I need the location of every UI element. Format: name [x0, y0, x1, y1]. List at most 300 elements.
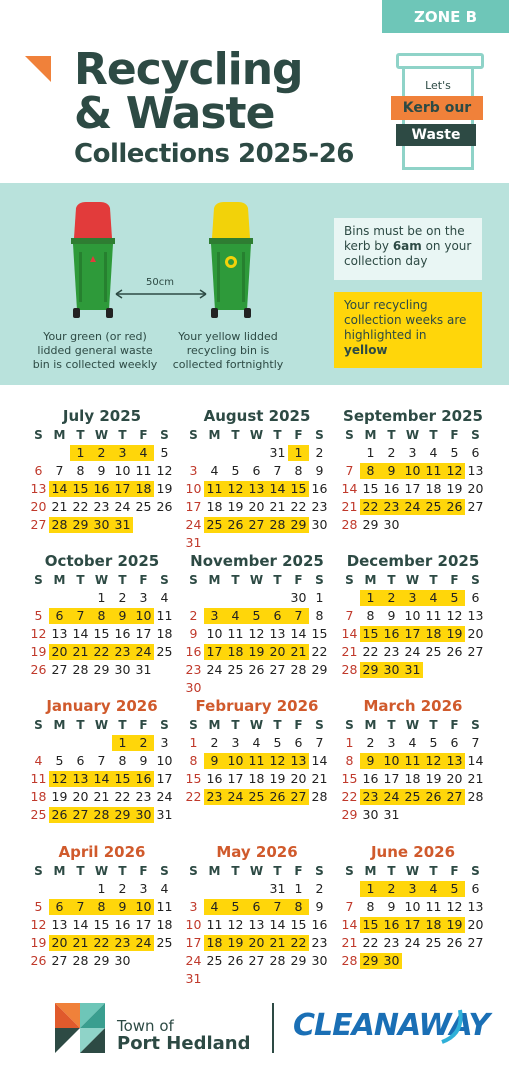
day-cell: 7 — [55, 463, 64, 478]
day-cell: 21 — [70, 935, 91, 951]
bin-outline-lid-icon — [396, 53, 484, 69]
day-cell: 24 — [381, 789, 402, 805]
day-cell: 2 — [210, 735, 219, 750]
day-cell-empty — [28, 445, 49, 461]
weekday-header: M — [364, 428, 377, 442]
day-cell: 24 — [402, 499, 423, 515]
day-cell: 1 — [366, 445, 375, 460]
day-cell: 12 — [30, 917, 47, 932]
day-cell: 31 — [402, 662, 423, 678]
day-cell: 8 — [366, 608, 375, 623]
day-cell: 28 — [91, 807, 112, 823]
month-title: November 2025 — [190, 552, 324, 570]
day-cell: 17 — [135, 626, 152, 641]
day-cell-empty — [49, 590, 70, 606]
weekday-header: S — [160, 864, 169, 878]
weekday-header: S — [189, 864, 198, 878]
day-cell: 1 — [360, 590, 381, 606]
day-cell: 16 — [311, 481, 328, 496]
day-cell: 7 — [70, 608, 91, 624]
day-cell: 17 — [402, 917, 423, 933]
month-days-grid — [183, 862, 332, 988]
day-cell: 23 — [360, 789, 381, 805]
day-cell: 20 — [467, 481, 484, 496]
day-cell: 28 — [341, 517, 358, 532]
day-cell: 18 — [225, 644, 246, 660]
orange-triangle-icon — [25, 56, 51, 82]
day-cell: 25 — [156, 644, 173, 659]
weekday-header: T — [231, 864, 240, 878]
day-cell-empty — [70, 735, 91, 751]
day-cell: 25 — [423, 499, 444, 515]
weekday-header: S — [34, 573, 43, 587]
day-cell: 1 — [97, 881, 106, 896]
day-cell: 24 — [114, 499, 131, 514]
day-cell: 10 — [114, 463, 131, 478]
logo-waste-text: Waste — [396, 124, 476, 146]
month-days-grid — [183, 426, 332, 552]
day-cell: 4 — [225, 608, 246, 624]
day-cell: 27 — [288, 789, 309, 805]
weekday-header: M — [208, 864, 221, 878]
day-cell: 2 — [315, 445, 324, 460]
day-cell: 2 — [118, 881, 127, 896]
day-cell: 16 — [114, 917, 131, 932]
day-cell: 14 — [311, 753, 328, 768]
weekday-header: S — [315, 864, 324, 878]
day-cell: 28 — [72, 662, 89, 677]
day-cell: 9 — [97, 463, 106, 478]
day-cell: 22 — [114, 789, 131, 804]
day-cell: 26 — [30, 953, 47, 968]
weekday-header: M — [53, 864, 66, 878]
day-cell: 5 — [429, 735, 438, 750]
day-cell: 10 — [185, 917, 202, 932]
day-cell: 21 — [311, 771, 328, 786]
day-cell: 12 — [225, 481, 246, 497]
day-cell: 4 — [160, 881, 169, 896]
weekday-header: S — [315, 573, 324, 587]
weekday-header: S — [34, 718, 43, 732]
day-cell: 14 — [267, 481, 288, 497]
day-cell: 11 — [135, 463, 152, 478]
day-cell: 14 — [91, 771, 112, 787]
day-cell: 19 — [225, 935, 246, 951]
day-cell: 8 — [360, 463, 381, 479]
recycling-bin-icon — [206, 200, 256, 320]
logo-kerb-text: Kerb our — [391, 96, 483, 120]
day-cell: 28 — [72, 953, 89, 968]
weekday-header: W — [405, 428, 420, 442]
day-cell: 28 — [341, 953, 358, 968]
day-cell: 6 — [471, 445, 480, 460]
weekday-header: F — [139, 573, 148, 587]
day-cell: 9 — [387, 899, 396, 914]
day-cell: 3 — [387, 735, 396, 750]
day-cell: 30 — [381, 953, 402, 969]
day-cell: 11 — [425, 608, 442, 623]
title-line-3: Collections 2025-26 — [74, 139, 354, 169]
day-cell: 21 — [51, 499, 68, 514]
day-cell: 19 — [30, 935, 47, 950]
day-cell: 15 — [93, 917, 110, 932]
day-cell: 10 — [156, 753, 173, 768]
day-cell: 9 — [315, 463, 324, 478]
weekday-header: S — [471, 573, 480, 587]
day-cell: 9 — [387, 608, 396, 623]
day-cell: 11 — [227, 626, 244, 641]
day-cell: 20 — [267, 644, 288, 660]
day-cell: 23 — [93, 499, 110, 514]
day-cell: 31 — [383, 807, 400, 822]
day-cell: 14 — [341, 626, 358, 641]
day-cell: 24 — [185, 517, 202, 532]
day-cell: 3 — [139, 590, 148, 605]
day-cell: 1 — [360, 881, 381, 897]
day-cell: 3 — [231, 735, 240, 750]
day-cell: 8 — [91, 608, 112, 624]
day-cell: 21 — [341, 499, 358, 514]
weekday-header: W — [405, 718, 420, 732]
day-cell: 21 — [467, 771, 484, 786]
day-cell: 13 — [467, 899, 484, 914]
weekday-header: M — [53, 718, 66, 732]
month-calendar — [182, 406, 332, 552]
day-cell: 12 — [227, 917, 244, 932]
day-cell: 23 — [185, 662, 202, 677]
month-calendar — [27, 842, 177, 970]
day-cell: 2 — [381, 881, 402, 897]
day-cell: 5 — [450, 445, 459, 460]
day-cell: 26 — [227, 953, 244, 968]
weekday-header: W — [249, 573, 264, 587]
day-cell: 9 — [315, 899, 324, 914]
weekday-header: S — [160, 718, 169, 732]
day-cell: 6 — [252, 463, 261, 478]
day-cell: 20 — [246, 935, 267, 951]
day-cell: 26 — [248, 662, 265, 677]
day-cell: 26 — [156, 499, 173, 514]
day-cell: 11 — [206, 917, 223, 932]
weekday-header: M — [364, 864, 377, 878]
day-cell: 19 — [51, 789, 68, 804]
month-days-grid — [28, 716, 177, 824]
day-cell: 9 — [112, 608, 133, 624]
day-cell: 17 — [185, 499, 202, 514]
day-cell-empty — [225, 881, 246, 897]
day-cell: 11 — [402, 753, 423, 769]
day-cell: 19 — [246, 644, 267, 660]
day-cell: 26 — [49, 807, 70, 823]
day-cell: 2 — [387, 445, 396, 460]
day-cell: 31 — [112, 517, 133, 533]
day-cell: 17 — [112, 481, 133, 497]
day-cell: 18 — [30, 789, 47, 804]
month-title: December 2025 — [346, 552, 480, 570]
weekday-header: F — [450, 573, 459, 587]
day-cell: 10 — [402, 463, 423, 479]
weekday-header: T — [76, 864, 85, 878]
day-cell-empty — [49, 881, 70, 897]
day-cell: 7 — [345, 463, 354, 478]
day-cell: 10 — [206, 626, 223, 641]
day-cell: 23 — [381, 499, 402, 515]
day-cell: 29 — [290, 953, 307, 968]
month-calendar — [27, 551, 177, 679]
weekday-header: T — [429, 573, 438, 587]
day-cell: 9 — [360, 753, 381, 769]
weekday-header: S — [345, 864, 354, 878]
day-cell: 18 — [133, 481, 154, 497]
day-cell-empty — [246, 590, 267, 606]
day-cell: 7 — [267, 899, 288, 915]
day-cell: 27 — [70, 807, 91, 823]
weekday-header: S — [160, 428, 169, 442]
day-cell: 18 — [156, 626, 173, 641]
day-cell: 27 — [248, 953, 265, 968]
day-cell: 13 — [70, 771, 91, 787]
weekday-header: S — [471, 428, 480, 442]
day-cell: 21 — [341, 935, 358, 950]
day-cell: 13 — [51, 626, 68, 641]
kerb-our-waste-logo — [390, 45, 486, 170]
day-cell-empty — [225, 445, 246, 461]
weekday-header: T — [273, 864, 282, 878]
day-cell: 13 — [467, 463, 484, 478]
day-cell: 11 — [156, 608, 173, 623]
weekday-header: T — [387, 718, 396, 732]
day-cell: 10 — [404, 899, 421, 914]
day-cell: 24 — [404, 935, 421, 950]
day-cell: 17 — [204, 644, 225, 660]
weekday-header: W — [94, 864, 109, 878]
day-cell: 27 — [467, 644, 484, 659]
month-days-grid — [28, 426, 177, 534]
day-cell: 25 — [135, 499, 152, 514]
day-cell-empty — [70, 881, 91, 897]
day-cell: 10 — [404, 608, 421, 623]
day-cell: 7 — [345, 899, 354, 914]
day-cell: 2 — [118, 590, 127, 605]
day-cell-empty — [183, 445, 204, 461]
weekday-header: T — [273, 428, 282, 442]
day-cell: 18 — [404, 771, 421, 786]
day-cell: 12 — [30, 626, 47, 641]
day-cell: 11 — [423, 463, 444, 479]
day-cell-empty — [204, 445, 225, 461]
day-cell: 19 — [269, 771, 286, 786]
weekday-header: M — [208, 428, 221, 442]
day-cell: 9 — [381, 463, 402, 479]
day-cell: 30 — [381, 662, 402, 678]
day-cell: 18 — [156, 917, 173, 932]
month-days-grid — [339, 426, 488, 534]
day-cell: 15 — [360, 626, 381, 642]
weekday-header: T — [231, 573, 240, 587]
day-cell: 22 — [91, 935, 112, 951]
day-cell-empty — [70, 590, 91, 606]
day-cell: 25 — [425, 935, 442, 950]
day-cell: 5 — [273, 735, 282, 750]
day-cell: 3 — [408, 445, 417, 460]
weekday-header: T — [429, 718, 438, 732]
day-cell: 20 — [467, 917, 484, 932]
day-cell: 20 — [49, 935, 70, 951]
day-cell: 18 — [206, 499, 223, 514]
weekday-header: T — [231, 428, 240, 442]
kerb-time-notice: Bins must be on the kerb by 6am on your collection day — [334, 218, 482, 280]
day-cell: 24 — [225, 789, 246, 805]
day-cell: 3 — [204, 608, 225, 624]
weekday-header: T — [118, 573, 127, 587]
day-cell-empty — [339, 445, 360, 461]
day-cell: 18 — [204, 935, 225, 951]
day-cell: 21 — [269, 499, 286, 514]
day-cell: 5 — [444, 590, 465, 606]
day-cell: 21 — [288, 644, 309, 660]
day-cell: 2 — [366, 735, 375, 750]
day-cell: 30 — [114, 662, 131, 677]
day-cell: 5 — [246, 608, 267, 624]
day-cell: 7 — [273, 463, 282, 478]
day-cell: 29 — [112, 807, 133, 823]
day-cell: 11 — [425, 899, 442, 914]
day-cell: 12 — [49, 771, 70, 787]
weekday-header: M — [364, 573, 377, 587]
day-cell: 15 — [185, 771, 202, 786]
day-cell: 29 — [360, 953, 381, 969]
month-calendar — [182, 842, 332, 988]
day-cell: 6 — [246, 899, 267, 915]
day-cell: 8 — [288, 899, 309, 915]
day-cell: 28 — [341, 662, 358, 677]
day-cell: 29 — [288, 517, 309, 533]
day-cell: 22 — [72, 499, 89, 514]
weekday-header: F — [294, 718, 303, 732]
day-cell: 27 — [51, 662, 68, 677]
day-cell: 8 — [91, 899, 112, 915]
month-title: July 2025 — [62, 407, 142, 425]
cleanaway-logo-text: CLEANAWAY — [293, 1008, 490, 1043]
weekday-header: S — [34, 428, 43, 442]
month-days-grid — [183, 716, 332, 806]
day-cell: 2 — [133, 735, 154, 751]
weekday-header: M — [364, 718, 377, 732]
day-cell: 27 — [269, 662, 286, 677]
day-cell: 20 — [290, 771, 307, 786]
day-cell: 11 — [156, 899, 173, 914]
day-cell: 3 — [402, 590, 423, 606]
day-cell: 29 — [93, 953, 110, 968]
day-cell: 14 — [49, 481, 70, 497]
day-cell-empty: 30 — [290, 590, 307, 605]
day-cell: 3 — [402, 881, 423, 897]
weekday-header: T — [273, 718, 282, 732]
weekday-header: T — [387, 864, 396, 878]
day-cell: 1 — [315, 590, 324, 605]
month-title: May 2026 — [216, 843, 298, 861]
day-cell: 7 — [288, 608, 309, 624]
day-cell: 29 — [360, 662, 381, 678]
day-cell: 1 — [294, 881, 303, 896]
day-cell: 13 — [444, 753, 465, 769]
month-calendar — [182, 696, 332, 806]
day-cell: 2 — [91, 445, 112, 461]
day-cell: 2 — [381, 590, 402, 606]
day-cell: 16 — [206, 771, 223, 786]
day-cell: 22 — [360, 499, 381, 515]
day-cell: 17 — [227, 771, 244, 786]
weekday-header: T — [118, 864, 127, 878]
day-cell: 19 — [444, 917, 465, 933]
weekday-header: T — [118, 428, 127, 442]
day-cell: 22 — [362, 935, 379, 950]
weekday-header: T — [76, 573, 85, 587]
weekday-header: T — [429, 428, 438, 442]
day-cell: 5 — [444, 881, 465, 897]
day-cell: 20 — [49, 644, 70, 660]
weekday-header: W — [405, 864, 420, 878]
day-cell: 16 — [114, 626, 131, 641]
day-cell: 4 — [408, 735, 417, 750]
day-cell: 4 — [34, 753, 43, 768]
day-cell: 12 — [156, 463, 173, 478]
weekday-header: W — [405, 573, 420, 587]
day-cell: 20 — [446, 771, 463, 786]
day-cell: 31 — [135, 662, 152, 677]
day-cell-empty — [91, 735, 112, 751]
day-cell: 14 — [72, 626, 89, 641]
day-cell: 15 — [362, 481, 379, 496]
day-cell-empty — [28, 881, 49, 897]
day-cell: 4 — [204, 899, 225, 915]
footer-divider — [272, 1003, 274, 1053]
month-days-grid — [339, 862, 488, 970]
day-cell: 21 — [70, 644, 91, 660]
day-cell: 5 — [160, 445, 169, 460]
day-cell: 25 — [402, 789, 423, 805]
day-cell: 28 — [311, 789, 328, 804]
weekday-header: W — [249, 718, 264, 732]
weekday-header: F — [139, 864, 148, 878]
day-cell: 4 — [160, 590, 169, 605]
port-hedland-text: Port Hedland — [117, 1033, 251, 1054]
weekday-header: S — [345, 573, 354, 587]
day-cell: 29 — [311, 662, 328, 677]
day-cell: 8 — [189, 753, 198, 768]
day-cell: 30 — [91, 517, 112, 533]
title-line-2: & Waste — [74, 88, 275, 139]
day-cell: 9 — [112, 899, 133, 915]
day-cell: 8 — [366, 899, 375, 914]
day-cell: 26 — [446, 644, 463, 659]
day-cell: 29 — [93, 662, 110, 677]
month-title: January 2026 — [46, 697, 158, 715]
day-cell: 25 — [227, 662, 244, 677]
day-cell: 30 — [185, 680, 202, 695]
day-cell: 13 — [248, 917, 265, 932]
day-cell-empty — [339, 881, 360, 897]
day-cell: 20 — [467, 626, 484, 641]
day-cell: 16 — [381, 626, 402, 642]
day-cell: 28 — [269, 953, 286, 968]
title-line-1: Recycling — [74, 44, 303, 95]
day-cell: 5 — [225, 899, 246, 915]
weekday-header: S — [315, 718, 324, 732]
month-title: April 2026 — [58, 843, 146, 861]
weekday-header: T — [118, 718, 127, 732]
logo-lets-text: Let's — [425, 79, 451, 92]
